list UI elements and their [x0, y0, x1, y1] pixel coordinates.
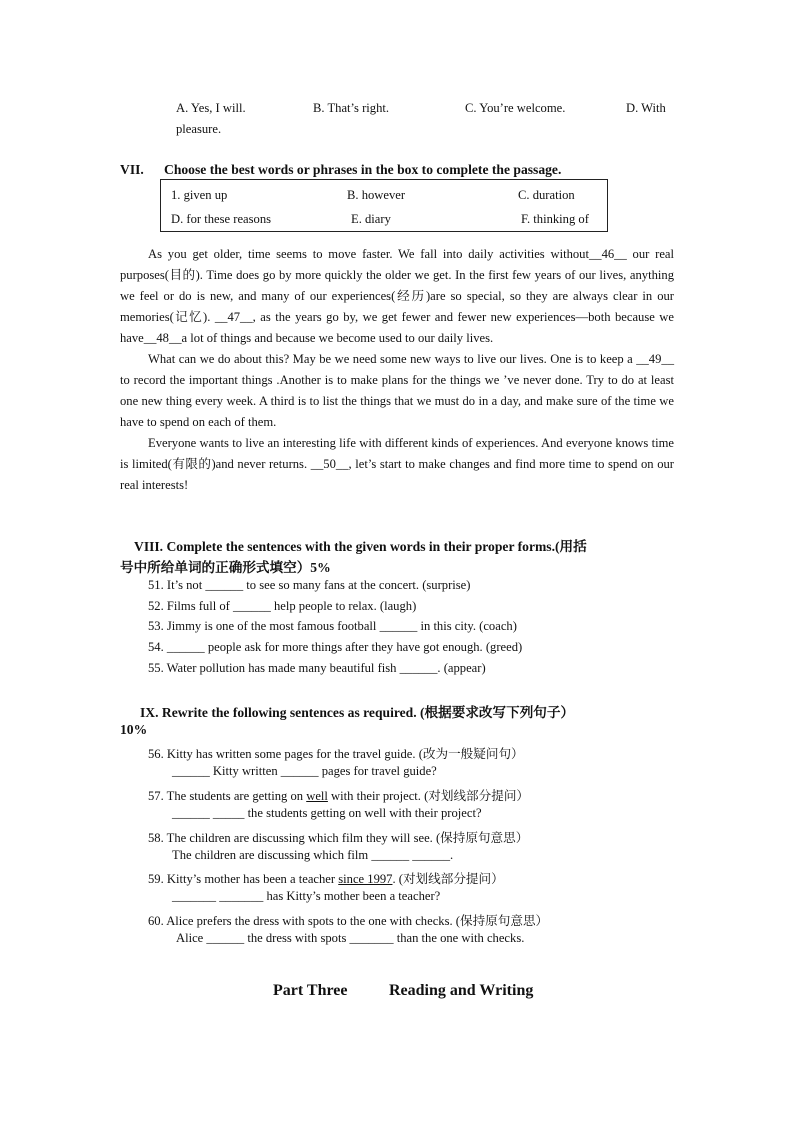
- underlined-part: well: [306, 789, 328, 803]
- option-a: A. Yes, I will.: [176, 101, 246, 115]
- passage-paragraph-3: Everyone wants to live an interesting life with different kinds of experiences. And everyone knows time is limited(有限的)and never returns. __50__, let’s start to make changes and find more time to spend on our real interests!: [120, 436, 674, 492]
- passage: [120, 244, 674, 496]
- box-item: B. however: [347, 188, 406, 202]
- exercise-item: 52. Films full of ______ help people to relax. (laugh): [148, 599, 417, 613]
- part-title-left: Part Three: [273, 982, 348, 999]
- option-d: D. With: [626, 101, 666, 115]
- box-item: F. thinking of: [521, 212, 589, 226]
- rewrite-question: 56. Kitty has written some pages for the travel guide. (改为一般疑问句）: [148, 747, 524, 761]
- underlined-part: since 1997: [338, 872, 393, 886]
- part-title-right: Reading and Writing: [389, 982, 534, 999]
- option-b: B. That’s right.: [313, 101, 390, 115]
- section8-heading-line1: VIII. Complete the sentences with the given words in their proper forms.(用括: [134, 539, 587, 554]
- box-item: 1. given up: [171, 188, 228, 202]
- exercise-item: 51. It’s not ______ to see so many fans at the concert. (surprise): [148, 578, 471, 592]
- passage-paragraph-2: What can we do about this? May be we need some new ways to live our lives. One is to keep a __49__ to record the important things .Another is to make plans for the things we ’ve never done. Try to do at least one new thing every week. A third is to list the things that we must do in a day, and make sure of the time we have to spend on each of them.: [120, 352, 674, 429]
- option-d-continued: pleasure.: [176, 122, 222, 136]
- passage-paragraph-1: As you get older, time seems to move faster. We fall into daily activities without__46__ our real purposes(目的). Time does go by more quickly the older we get. In the first few years of our lives, anything we feel or do is new, and many of our experiences(经历)are so special, so they are always clear in our memories(记忆). __47__, as the years go by, we get fewer and fewer new experiences—both because we have__48__a lot of things and because we become used to our daily lives.: [120, 247, 674, 345]
- rewrite-answer-line: Alice ______ the dress with spots _______ than the one with checks.: [176, 931, 525, 945]
- rewrite-question: 60. Alice prefers the dress with spots to the one with checks. (保持原句意思）: [148, 914, 549, 928]
- rewrite-question: 58. The children are discussing which film they will see. (保持原句意思）: [148, 831, 529, 845]
- section7-instruction: Choose the best words or phrases in the box to complete the passage.: [164, 162, 562, 177]
- rewrite-question: 57. The students are getting on well with their project. (对划线部分提问）: [148, 789, 530, 803]
- box-item: E. diary: [351, 212, 391, 226]
- rewrite-answer-line: ______ Kitty written ______ pages for travel guide?: [172, 764, 437, 778]
- rewrite-answer-line: ______ _____ the students getting on well with their project?: [172, 806, 482, 820]
- section9-heading-line1: IX. Rewrite the following sentences as required. (根据要求改写下列句子）: [140, 705, 575, 720]
- word-box: [160, 179, 608, 232]
- option-c: C. You’re welcome.: [465, 101, 566, 115]
- section8-heading-line2: 号中所给单词的正确形式填空）5%: [120, 560, 331, 575]
- box-item: D. for these reasons: [171, 212, 272, 226]
- box-item: C. duration: [518, 188, 575, 202]
- rewrite-answer-line: _______ _______ has Kitty’s mother been a teacher?: [172, 889, 441, 903]
- rewrite-answer-line: The children are discussing which film ______ ______.: [172, 848, 454, 862]
- exercise-item: 54. ______ people ask for more things after they have got enough. (greed): [148, 640, 523, 654]
- exercise-item: 53. Jimmy is one of the most famous football ______ in this city. (coach): [148, 619, 517, 633]
- section9-heading-line2: 10%: [120, 722, 148, 737]
- rewrite-question: 59. Kitty’s mother has been a teacher since 1997. (对划线部分提问）: [148, 872, 504, 886]
- section7-number: VII.: [120, 162, 144, 177]
- exercise-item: 55. Water pollution has made many beautiful fish ______. (appear): [148, 661, 486, 675]
